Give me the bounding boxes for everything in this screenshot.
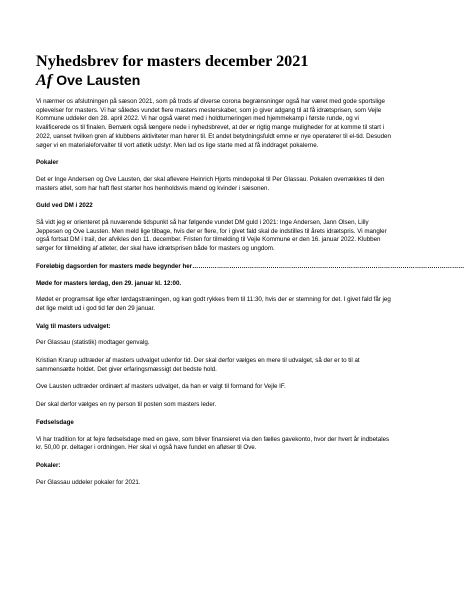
intro-paragraph: Vi nærmer os afslutningen på sæson 2021, som på trods af diverse corona begrænsninger også har været med gode sportslige oplevelser for masters. Vi har således vundet flere masters mesterskaber, som jo giver adgang til at få idrætsprisen, som Vejle Kommune uddeler den 28. april 2022. Vi har også været med i holdturneringen med hjemmekamp i første runde, og vi kvalificerede os til finalen. Bemærk også længere nede i nyhedsbrevet, at der er rigtig mange muligheder for at komme til start i 2022, uanset hvilken gren af klubbens aktiviteter man hører til. Et andet betydningsfuldt emne er nye operatører til el-tid. Desuden søger vi en materialeforvalter til vort atletik udstyr. Men lad os lige starte med at få inddraget pokalerne. [36, 98, 391, 149]
foedselsdage-paragraph: Vi har tradition for at fejre fødselsdage med en gave, som bliver finansieret via den fælles gavekonto, hvor der hvert år indbetales kr. 50,00 pr. deltager i ordningen. Her skal vi også have fundet en afløser til Ove. [36, 435, 390, 452]
valg-paragraph-1: Per Glassau (statistik) modtager genvalg. [36, 339, 150, 347]
meeting-announcement: Møde for masters lørdag, den 29. januar kl. 12:00. [36, 279, 182, 287]
section-heading-pokaler-2: Pokaler: [36, 461, 61, 469]
valg-paragraph-2: Kristian Krarup udtræder af masters udvalget udenfor tid. Der skal derfor vælges en mere til udvalget, så der er to til at sammensætte holdet. Det giver erfaringsmæssigt det bedste hold. [36, 357, 360, 373]
valg-paragraph-4: Der skal derfor vælges en ny person til posten som masters leder. [36, 401, 217, 409]
valg-paragraph-3: Ove Lausten udtræder ordinært af masters udvalget, da han er valgt til formand for Vejle IF. [36, 383, 286, 391]
byline-prefix: Af [36, 71, 53, 89]
meeting-paragraph: Mødet er programsat lige efter lørdagstræningen, og kan godt rykkes frem til 11:30, hvis der er stemning for det. I givet fald får jeg det lige meldt ud i god tid før den 29 januar. [36, 296, 391, 312]
page-title: Nyhedsbrev for masters december 2021 [36, 52, 309, 70]
agenda-start-line: Foreløbig dagsorden for masters møde begynder her…………………………………………………………………………………………………………………… [36, 262, 464, 270]
byline [36, 71, 394, 90]
section-heading-guld: Guld ved DM i 2022 [36, 202, 93, 210]
guld-paragraph: Så vidt jeg er orienteret på nuværende tidspunkt så har følgende vundet DM guld i 2021: Inge Andersen, Jann Olsen, Lilly Jeppesen og Ove Lausten. Men meld lige tilbage, hvis der er flere, for i givet fald skal de indstilles til årets idrætspris. Vi mangler også fortsat DM i trail, der afvikles den 11. december. Fristen for tilmelding til Vejle Kommune er den 16. januar 2022. Klubben sørger for tilmelding af atleter, der skal have idrætsprisen både for masters og ungdom. [36, 219, 387, 253]
pokaler-paragraph: Det er Inge Andersen og Ove Lausten, der skal aflevere Heinrich Hjorts mindepokal til Per Glassau. Pokalen overrækkes til den masters atlet, som har haft flest starter hos henholdsvis mænd og kvinder i sæsonen. [36, 175, 385, 192]
section-heading-foedselsdage: Fødselsdage [36, 418, 74, 426]
byline-author: Ove Lausten [56, 72, 141, 88]
section-heading-valg: Valg til masters udvalget: [36, 322, 111, 330]
section-heading-pokaler: Pokaler [36, 159, 59, 167]
pokaler-2-paragraph: Per Glassau uddeler pokaler for 2021. [36, 478, 141, 486]
